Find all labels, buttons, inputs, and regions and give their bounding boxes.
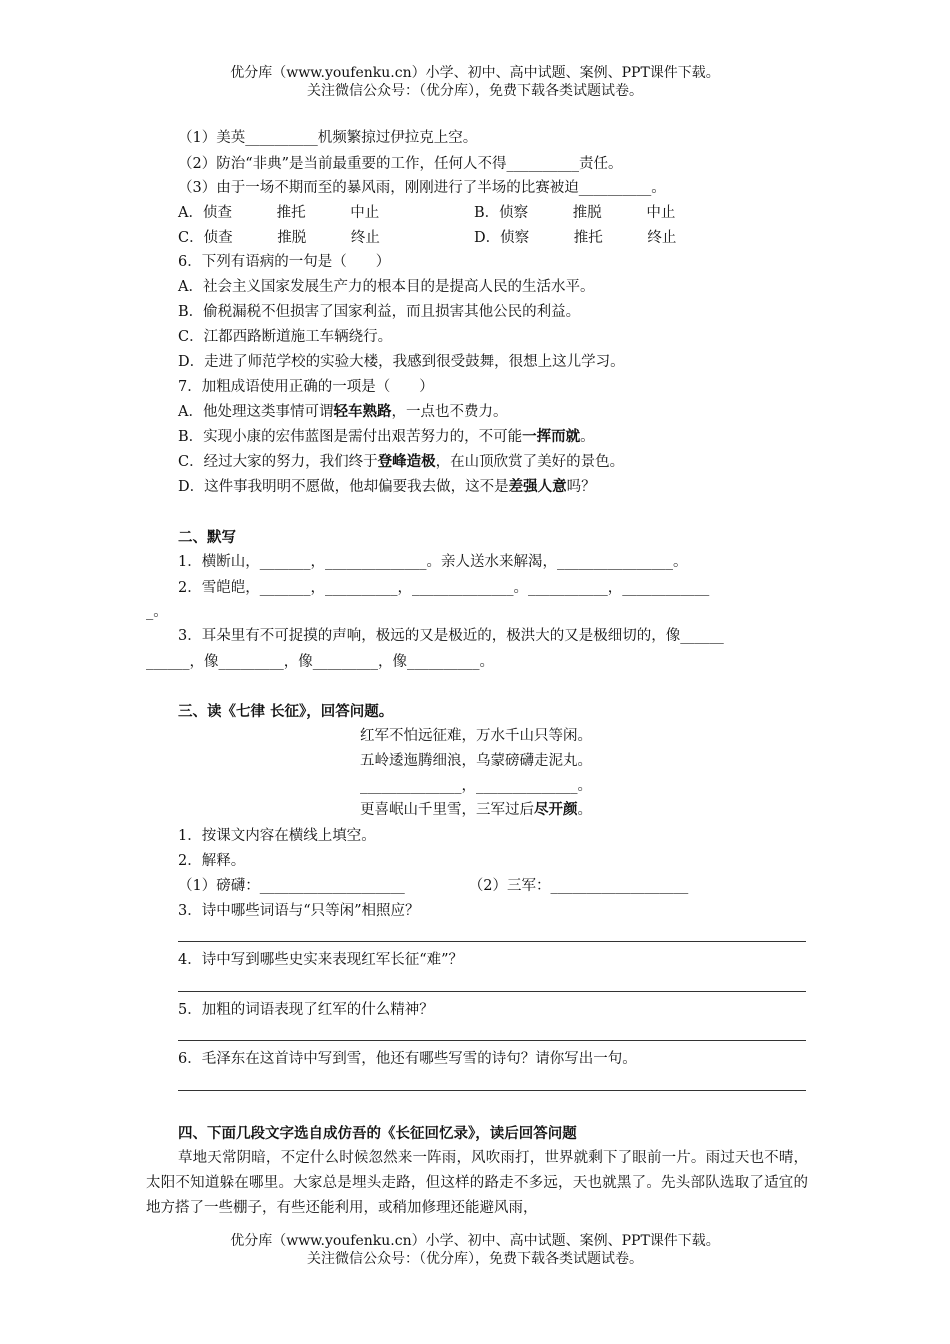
answer-line-q4 bbox=[178, 991, 806, 992]
section-2-title: 二、默写 bbox=[178, 529, 236, 546]
q6-stem: 6．下列有语病的一句是（ ） bbox=[178, 254, 391, 270]
section-4-passage: 草地天常阴暗，不定什么时候忽然来一阵雨，风吹雨打，世界就剩下了眼前一片。雨过天也不晴，太阳不知道躲在哪里。大家总是埋头走路，但这样的路走不多远，天也就黑了。先头部队选取了适宜的地方搭了一些棚子，有些还能利用，或稍加修理还能避风雨， bbox=[146, 1150, 808, 1216]
poem-bold-phrase: 尽开颜 bbox=[534, 801, 578, 818]
s3-q4: 4．诗中写到哪些史实来表现红军长征“难”？ bbox=[178, 952, 464, 968]
dictation-line-3-cont: ______，像_________，像_________，像__________。 bbox=[146, 654, 494, 670]
q7-option-a bbox=[178, 402, 507, 422]
q5-option-c-2: 推脱 bbox=[277, 230, 307, 246]
q7-d-idiom: 差强人意 bbox=[508, 478, 567, 495]
q7-option-b bbox=[178, 427, 595, 447]
q7-stem: 7．加粗成语使用正确的一项是（ ） bbox=[178, 379, 434, 395]
q6-option-c: C．江都西路断道施工车辆绕行。 bbox=[178, 329, 393, 345]
q7-c-text: C．经过大家的努力，我们终于 bbox=[178, 454, 378, 470]
s3-q2-answers bbox=[178, 876, 688, 896]
q5-option-a-1: A．侦查 bbox=[178, 205, 232, 221]
poem-line-4 bbox=[360, 800, 592, 820]
q7-option-d bbox=[178, 477, 596, 497]
q5-option-c bbox=[178, 228, 380, 248]
q5-option-d-1: D．侦察 bbox=[474, 230, 530, 246]
q5-sentence-3: （3）由于一场不期而至的暴风雨，刚刚进行了半场的比赛被迫__________。 bbox=[178, 180, 666, 196]
header-line-2: 关注微信公众号：（优分库），免费下载各类试题试卷。 bbox=[307, 83, 643, 99]
section-4-title: 四、下面几段文字选自成仿吾的《长征回忆录》，读后回答问题 bbox=[178, 1125, 577, 1142]
section-3-title: 三、读《七律 长征》，回答问题。 bbox=[178, 703, 394, 720]
q7-a-idiom: 轻车熟路 bbox=[333, 403, 392, 420]
q7-option-c bbox=[178, 452, 624, 472]
s3-q5: 5．加粗的词语表现了红军的什么精神？ bbox=[178, 1002, 434, 1018]
s3-q3: 3．诗中哪些词语与“只等闲”相照应？ bbox=[178, 903, 420, 919]
footer-line-1: 优分库（www.youfenku.cn）小学、初中、高中试题、案例、PPT课件下载。 bbox=[230, 1233, 720, 1249]
answer-line-q3 bbox=[178, 941, 806, 942]
footer-line-2: 关注微信公众号：（优分库），免费下载各类试题试卷。 bbox=[307, 1251, 643, 1267]
q7-d-tail: 吗？ bbox=[566, 479, 596, 495]
q5-option-d bbox=[474, 228, 676, 248]
q5-option-a bbox=[178, 203, 379, 223]
q5-option-a-2: 推托 bbox=[276, 205, 306, 221]
q5-sentence-1: （1）美英__________机频繁掠过伊拉克上空。 bbox=[178, 130, 478, 146]
dictation-line-3: 3．耳朵里有不可捉摸的声响，极远的又是极近的，极洪大的又是极细切的，像______ bbox=[178, 628, 724, 644]
s3-q2: 2．解释。 bbox=[178, 853, 246, 869]
q5-option-b-1: B．侦察 bbox=[474, 205, 529, 221]
q5-sentence-2: （2）防治“非典”是当前最重要的工作，任何人不得__________责任。 bbox=[178, 156, 623, 172]
poem-line-1: 红军不怕远征难，万水千山只等闲。 bbox=[360, 728, 592, 744]
q5-option-d-3: 终止 bbox=[647, 230, 677, 246]
q5-option-a-3: 中止 bbox=[350, 205, 380, 221]
q7-d-text: D．这件事我明明不愿做，他却偏要我去做，这不是 bbox=[178, 479, 509, 495]
q5-option-b-2: 推脱 bbox=[572, 205, 602, 221]
poem-line-2: 五岭逶迤腾细浪，乌蒙磅礴走泥丸。 bbox=[360, 753, 592, 769]
q5-option-d-2: 推托 bbox=[573, 230, 603, 246]
poem-line-3-blank: ______________，______________。 bbox=[360, 778, 592, 794]
header-line-1: 优分库（www.youfenku.cn）小学、初中、高中试题、案例、PPT课件下载。 bbox=[230, 65, 720, 81]
q7-a-text: A．他处理这类事情可谓 bbox=[178, 404, 334, 420]
q6-option-d: D．走进了师范学校的实验大楼，我感到很受鼓舞，很想上这儿学习。 bbox=[178, 354, 625, 370]
dictation-line-2-cont: _。 bbox=[146, 604, 168, 620]
s3-q1: 1．按课文内容在横线上填空。 bbox=[178, 828, 376, 844]
q7-c-idiom: 登峰造极 bbox=[377, 453, 436, 470]
q6-option-b: B．偷税漏税不但损害了国家利益，而且损害其他公民的利益。 bbox=[178, 304, 581, 320]
poem-line-4-tail: 。 bbox=[577, 802, 592, 818]
answer-line-q6 bbox=[178, 1090, 806, 1091]
q6-option-a: A．社会主义国家发展生产力的根本目的是提高人民的生活水平。 bbox=[178, 279, 595, 295]
q7-b-tail: 。 bbox=[580, 429, 595, 445]
s3-q2-b: （2）三军：___________________ bbox=[468, 878, 689, 894]
s3-q6: 6．毛泽东在这首诗中写到雪，他还有哪些写雪的诗句？请你写出一句。 bbox=[178, 1051, 637, 1067]
dictation-line-1: 1．横断山，_______，______________。亲人送水来解渴，________________。 bbox=[178, 554, 688, 570]
dictation-line-2: 2．雪皑皑，_______，__________，______________。___________，____________ bbox=[178, 580, 710, 596]
q5-option-b-3: 中止 bbox=[646, 205, 676, 221]
poem-line-4-text: 更喜岷山千里雪，三军过后 bbox=[360, 802, 534, 818]
s3-q2-a: （1）磅礴：____________________ bbox=[178, 878, 405, 894]
q7-b-idiom: 一挥而就 bbox=[522, 428, 581, 445]
q5-option-c-3: 终止 bbox=[350, 230, 380, 246]
answer-line-q5 bbox=[178, 1040, 806, 1041]
q7-a-tail: ，一点也不费力。 bbox=[391, 404, 508, 420]
q7-c-tail: ，在山顶欣赏了美好的景色。 bbox=[435, 454, 625, 470]
q5-option-c-1: C．侦查 bbox=[178, 230, 233, 246]
q7-b-text: B．实现小康的宏伟蓝图是需付出艰苦努力的，不可能 bbox=[178, 429, 523, 445]
q5-option-b bbox=[474, 203, 675, 223]
